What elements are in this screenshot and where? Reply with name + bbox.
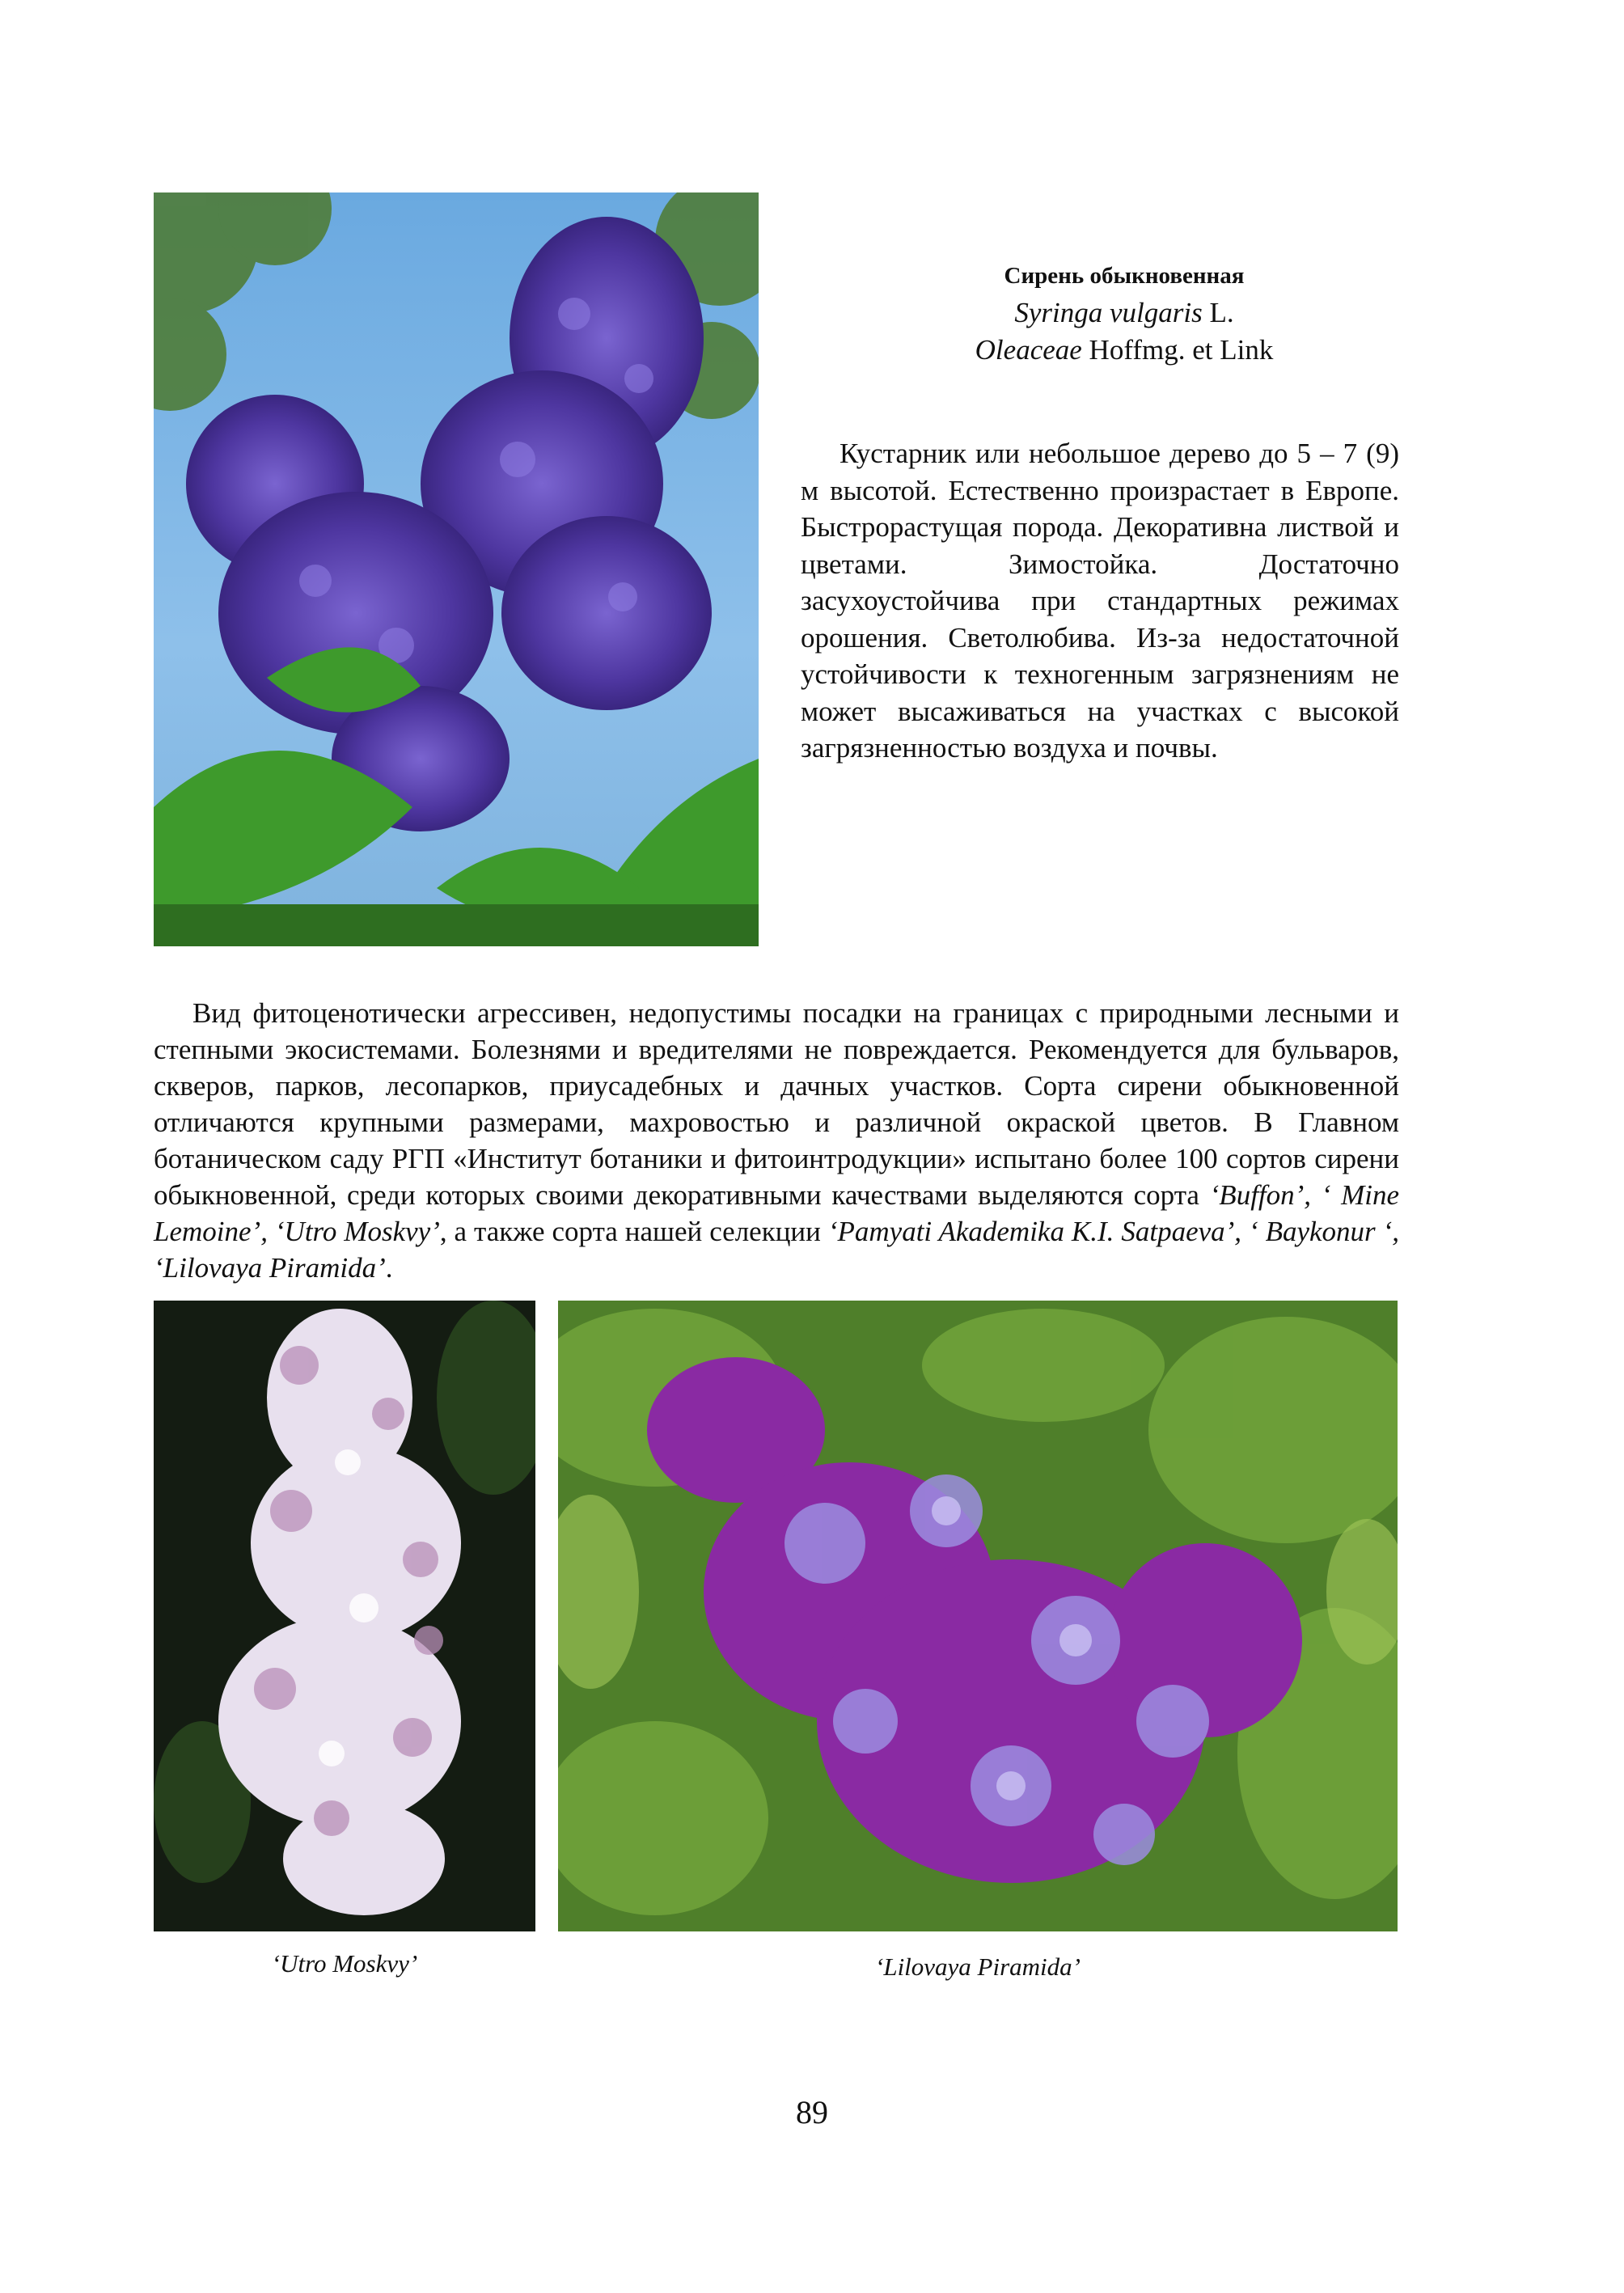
latin-author: L. bbox=[1202, 297, 1234, 328]
cultivars-list-a: ‘Buffon’, ‘ Mine Lemoine’, ‘Utro Moskvy’ bbox=[154, 1179, 1399, 1247]
latin-name bbox=[809, 294, 1440, 332]
body-end: . bbox=[385, 1252, 393, 1284]
family-name bbox=[809, 332, 1440, 369]
caption-utro-moskvy: ‘Utro Moskvy’ bbox=[271, 1949, 418, 1978]
lilac-photo-top bbox=[154, 192, 759, 946]
body-text: Вид фитоценотически агрессивен, недопустимы посадки на границах с природными лесными и степными экосистемами. Болезнями и вредителями не повреждается. Рекомендуется для бульваров, скверов, парков, лесопарков, приусадебных и дачных участков. Сорта сирени обыкновенной отличаются крупными размерами, махровостью и различной окраской цветов. В Главном ботаническом саду РГП «Институт ботаники и фитоинтродукции» испытано более 100 сортов сирени обыкновенной, среди которых своими декоративными качествами выделяются сорта bbox=[154, 997, 1399, 1211]
lilovaya-piramida-photo bbox=[558, 1301, 1398, 1931]
species-description: Кустарник или небольшое дерево до 5 – 7 (9) м высотой. Естественно произрастает в Европе. Быстрорастущая порода. Декоративна листвой и цветами. Зимостойка. Достаточно засухоустойчива при стандартных режимах орошения. Светолюбива. Из-за недостаточной устойчивости к техногенным загрязнениям не может высаживаться на участках с высокой загрязненностью воздуха и почвы. bbox=[801, 438, 1399, 764]
cultivars-list-b: ‘Pamyati Akademika K.I. Satpaeva’, ‘ Baykonur ‘, ‘Lilovaya Piramida’ bbox=[154, 1216, 1400, 1284]
utro-moskvy-photo bbox=[154, 1301, 535, 1931]
family-author: Hoffmg. et Link bbox=[1081, 334, 1274, 366]
body-paragraph bbox=[154, 995, 1399, 1286]
body-middle: , а также сорта нашей селекции bbox=[439, 1216, 828, 1247]
caption-lilovaya-piramida: ‘Lilovaya Piramida’ bbox=[875, 1952, 1081, 1981]
page-number: 89 bbox=[796, 2094, 828, 2130]
species-title: Сирень обыкновенная bbox=[1004, 263, 1245, 289]
latin-genus: Syringa vulgaris bbox=[1014, 297, 1203, 328]
family-latin: Oleaceae bbox=[975, 334, 1082, 366]
species-heading bbox=[809, 257, 1440, 369]
